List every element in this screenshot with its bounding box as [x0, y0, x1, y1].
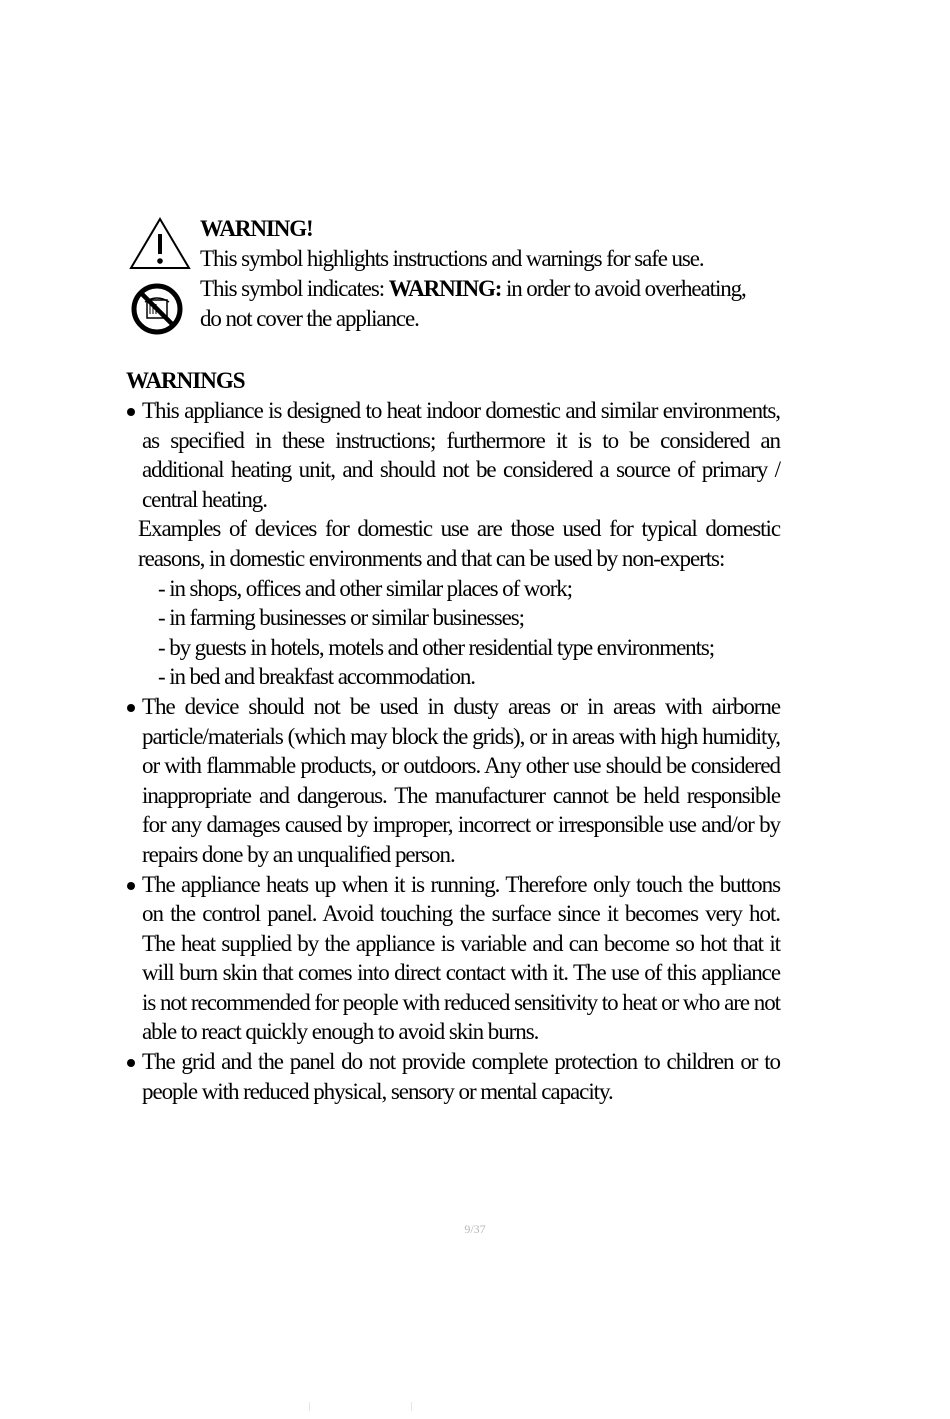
- examples-intro: Examples of devices for domestic use are those used for typical domestic reasons, in domestic environments and that can be used by non-experts:: [138, 516, 780, 571]
- scan-mark: [411, 1402, 412, 1411]
- warning-bullet-1-text: This appliance is designed to heat indoor domestic and similar environments, as specified in these instructions; furthermore it is to be considered an additional heating unit, and should not be considered a source of primary / central heating.: [142, 398, 780, 512]
- warnings-section: [126, 366, 780, 1106]
- warning-bullet-2: [126, 692, 780, 870]
- warning-triangle-icon: [128, 216, 192, 272]
- scan-mark: [309, 1402, 310, 1411]
- warning-bullet-4: [126, 1047, 780, 1106]
- examples-list-item: - in farming businesses or similar businesses;: [158, 605, 524, 631]
- examples-list-item: - in shops, offices and other similar places of work;: [158, 575, 572, 601]
- warning-title: WARNING!: [200, 216, 313, 241]
- no-cover-prefix: This symbol indicates:: [200, 276, 389, 301]
- warning-bullet-4-text: The grid and the panel do not provide complete protection to children or to people with reduced physical, sensory or mental capacity.: [142, 1049, 780, 1104]
- symbol-legend: [124, 214, 784, 334]
- warning-bullet-1: [126, 396, 780, 514]
- examples-list-item: - by guests in hotels, motels and other residential type environments;: [158, 634, 715, 660]
- no-cover-symbol-description: [200, 274, 784, 304]
- do-not-cover-icon: [130, 282, 184, 336]
- legend-text: [200, 214, 784, 334]
- examples-list: [126, 574, 780, 692]
- warning-bullet-3: [126, 870, 780, 1048]
- warning-bullet-3-text: The appliance heats up when it is running. Therefore only touch the buttons on the control panel. Avoid touching the surface since it becomes very hot. The heat supplied by the appliance is variable and can become so hot that it will burn skin that comes into direct contact with it. The use of this appliance is not recommended for people with reduced sensitivity to heat or who are not able to react quickly enough to avoid skin burns.: [142, 871, 780, 1045]
- examples-list-item: - in bed and breakfast accommodation.: [158, 664, 475, 690]
- page-number: 9/37: [464, 1222, 486, 1236]
- no-cover-symbol-description-line2: do not cover the appliance.: [200, 306, 419, 331]
- warning-symbol-description: This symbol highlights instructions and warnings for safe use.: [200, 246, 704, 271]
- no-cover-rest: in order to avoid overheating,: [501, 276, 746, 301]
- warning-bullet-2-text: The device should not be used in dusty areas or in areas with airborne particle/materials (which may block the grids), or in areas with high humidity, or with flammable products, or outdoors. Any other use should be considered inappropriate and dangerous. The manufacturer cannot be held responsible for any damages caused by improper, incorrect or irresponsible use and/or by repairs done by an unqualified person.: [142, 693, 780, 867]
- warnings-heading: WARNINGS: [126, 368, 245, 393]
- no-cover-emphasis: WARNING:: [388, 276, 502, 301]
